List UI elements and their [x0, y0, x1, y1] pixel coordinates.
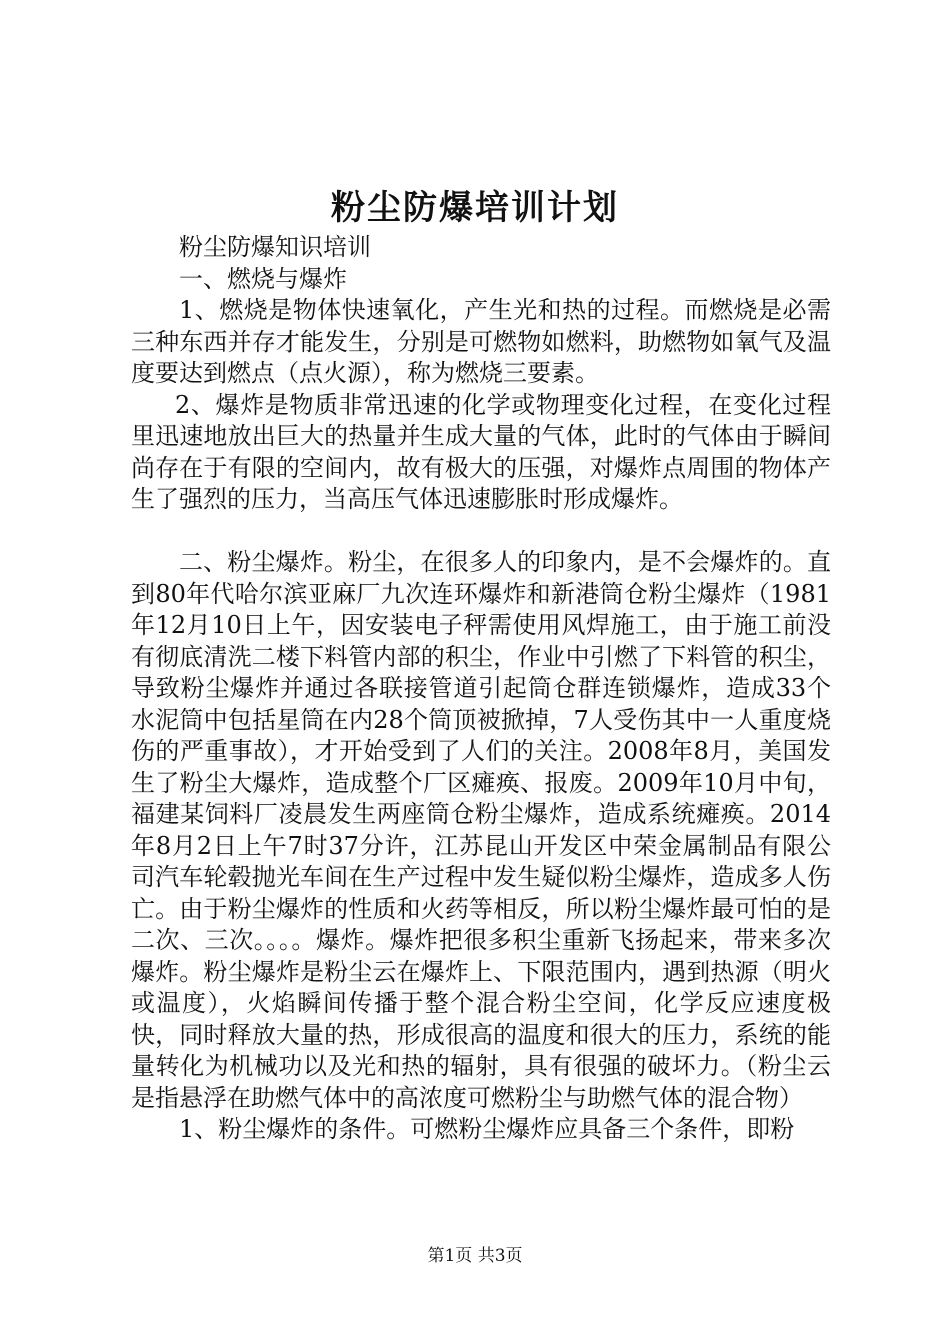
paragraph-spacer — [131, 516, 831, 548]
document-title: 粉尘防爆培训计划 — [331, 188, 619, 228]
paragraph-dust-explosion: 二、粉尘爆炸。粉尘，在很多人的印象内，是不会爆炸的。直到80年代哈尔滨亚麻厂九次连环爆炸和新港筒仓粉尘爆炸（1981年12月10日上午，因安装电子秤需使用风焊施工，由于施工前没有彻底清洗二楼下料管内部的积尘，作业中引燃了下料管的积尘，导致粉尘爆炸并通过各联接管道引起筒仓群连锁爆炸，造成33个水泥筒中包括星筒在内28个筒顶被掀掉，7人受伤其中一人重度烧伤的严重事故），才开始受到了人们的关注。2008年8月，美国发生了粉尘大爆炸，造成整个厂区瘫痪、报废。2009年10月中旬，福建某饲料厂凌晨发生两座筒仓粉尘爆炸，造成系统瘫痪。2014年8月2日上午7时37分许，江苏昆山开发区中荣金属制品有限公司汽车轮毂抛光车间在生产过程中发生疑似粉尘爆炸，造成多人伤亡。由于粉尘爆炸的性质和火药等相反，所以粉尘爆炸最可怕的是二次、三次。。。。爆炸。爆炸把很多积尘重新飞扬起来，带来多次爆炸。粉尘爆炸是粉尘云在爆炸上、下限范围内，遇到热源（明火或温度），火焰瞬间传播于整个混合粉尘空间，化学反应速度极快，同时释放大量的热，形成很高的温度和很大的压力，系统的能量转化为机械功以及光和热的辐射，具有很强的破坏力。（粉尘云是指悬浮在助燃气体中的高浓度可燃粉尘与助燃气体的混合物） — [131, 548, 831, 1112]
page-footer: 第1页 共3页 — [427, 1246, 523, 1266]
document-body — [131, 232, 831, 1146]
paragraph-explosion: 2、爆炸是物质非常迅速的化学或物理变化过程，在变化过程里迅速地放出巨大的热量并生成大量的气体，此时的气体由于瞬间尚存在于有限的空间内，故有极大的压强，对爆炸点周围的物体产生了强烈的压力，当高压气体迅速膨胀时形成爆炸。 — [131, 390, 831, 513]
paragraph-section-one-heading: 一、燃烧与爆炸 — [179, 264, 347, 293]
paragraph-training-heading: 粉尘防爆知识培训 — [179, 233, 371, 261]
paragraph-combustion: 1、燃烧是物体快速氧化，产生光和热的过程。而燃烧是必需三种东西并存才能发生，分别是可燃物如燃料，助燃物如氧气及温度要达到燃点（点火源），称为燃烧三要素。 — [131, 296, 831, 387]
paragraph-dust-conditions: 1、粉尘爆炸的条件。可燃粉尘爆炸应具备三个条件，即粉 — [179, 1115, 795, 1143]
